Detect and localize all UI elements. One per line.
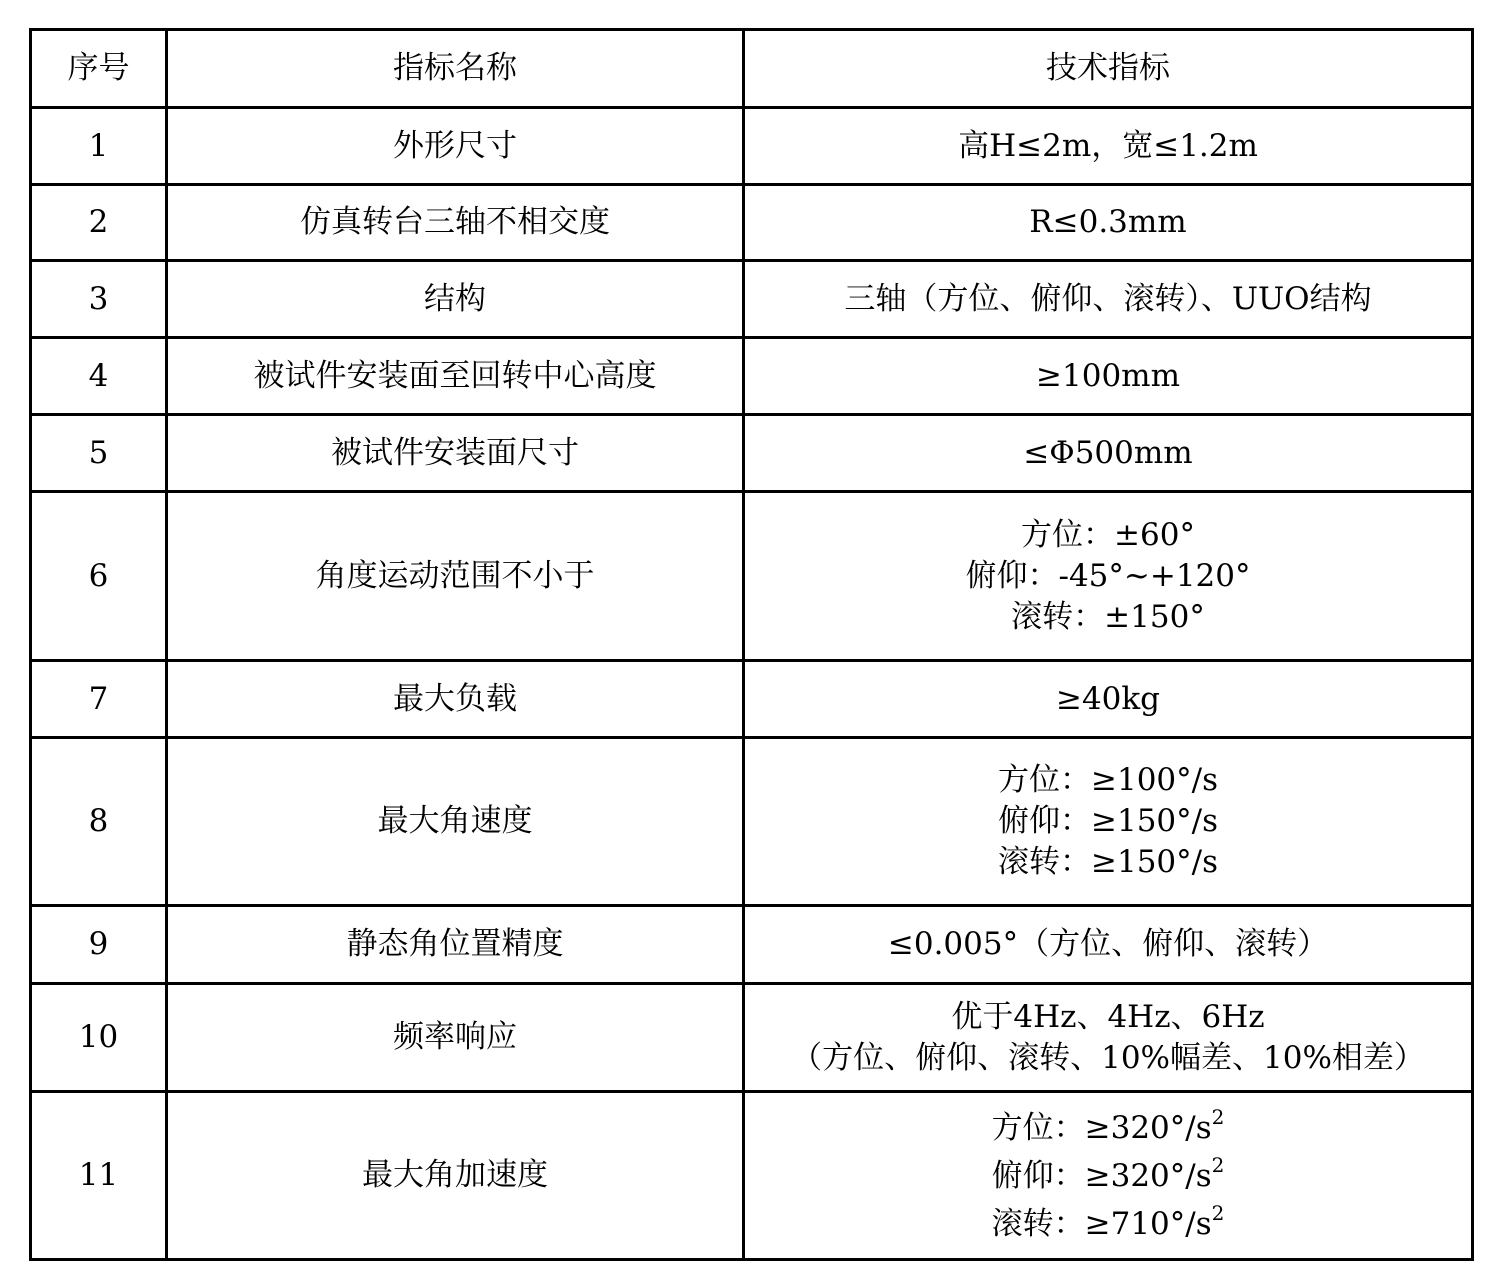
- row-indicator-name: 最大角速度: [167, 738, 744, 906]
- row-indicator-name: 角度运动范围不小于: [167, 492, 744, 661]
- row-spec: [744, 185, 1473, 261]
- row-spec: [744, 906, 1473, 984]
- spec-text: 方位：≥320°/s: [991, 1109, 1212, 1146]
- row-indicator-name: 被试件安装面至回转中心高度: [167, 338, 744, 415]
- row-indicator-name: 结构: [167, 261, 744, 338]
- row-indicator-name: 最大负载: [167, 661, 744, 738]
- spec-line: 滚转：±150°: [1011, 598, 1205, 635]
- spec-table: [29, 28, 1474, 1261]
- spec-text: 俯仰：≥320°/s: [991, 1157, 1212, 1194]
- superscript: 2: [1211, 1104, 1225, 1129]
- spec-line: 俯仰：≥150°/s: [998, 803, 1218, 839]
- spec-line: 高H≤2m，宽≤1.2m: [958, 127, 1258, 164]
- spec-line: ≤0.005°（方位、俯仰、滚转）: [887, 926, 1329, 962]
- table-row: [31, 415, 1473, 492]
- row-serial: 7: [31, 661, 167, 738]
- spec-line: ≥100mm: [1036, 357, 1180, 394]
- header-technical-spec: 技术指标: [744, 30, 1473, 108]
- row-spec: [744, 108, 1473, 185]
- header-indicator-name: 指标名称: [167, 30, 744, 108]
- row-spec: [744, 338, 1473, 415]
- row-indicator-name: 频率响应: [167, 984, 744, 1092]
- spec-line: [751, 1152, 1465, 1200]
- table-row: [31, 108, 1473, 185]
- table-row: [31, 185, 1473, 261]
- table-row: [31, 738, 1473, 906]
- row-spec: [744, 261, 1473, 338]
- spec-line: 俯仰：-45°~+120°: [965, 557, 1251, 594]
- row-serial: 8: [31, 738, 167, 906]
- spec-line: ≥40kg: [1055, 680, 1161, 717]
- spec-line: 方位：≥100°/s: [998, 762, 1218, 798]
- row-spec: [744, 984, 1473, 1092]
- table-row: [31, 261, 1473, 338]
- table-row: [31, 338, 1473, 415]
- row-indicator-name: 被试件安装面尺寸: [167, 415, 744, 492]
- table-row: [31, 661, 1473, 738]
- row-serial: 2: [31, 185, 167, 261]
- spec-line: [751, 1104, 1465, 1152]
- row-serial: 4: [31, 338, 167, 415]
- table-row: [31, 984, 1473, 1092]
- spec-text: 滚转：≥710°/s: [991, 1205, 1212, 1242]
- row-indicator-name: 外形尺寸: [167, 108, 744, 185]
- row-serial: 5: [31, 415, 167, 492]
- row-indicator-name: 仿真转台三轴不相交度: [167, 185, 744, 261]
- spec-line: 优于4Hz、4Hz、6Hz: [951, 998, 1265, 1035]
- row-indicator-name: 静态角位置精度: [167, 906, 744, 984]
- table-row: [31, 1092, 1473, 1260]
- row-spec: [744, 1092, 1473, 1260]
- superscript: 2: [1211, 1152, 1225, 1177]
- row-spec: [744, 492, 1473, 661]
- table-row: [31, 492, 1473, 661]
- spec-line: R≤0.3mm: [1029, 204, 1187, 240]
- spec-line: 滚转：≥150°/s: [998, 844, 1218, 880]
- table-row: [31, 906, 1473, 984]
- spec-line: 三轴（方位、俯仰、滚转）、UUO结构: [844, 280, 1372, 317]
- row-indicator-name: 最大角加速度: [167, 1092, 744, 1260]
- row-serial: 10: [31, 984, 167, 1092]
- row-spec: [744, 661, 1473, 738]
- row-serial: 9: [31, 906, 167, 984]
- spec-line: ≤Φ500mm: [1023, 434, 1193, 471]
- row-serial: 6: [31, 492, 167, 661]
- row-serial: 1: [31, 108, 167, 185]
- row-serial: 11: [31, 1092, 167, 1260]
- spec-line: （方位、俯仰、滚转、10%幅差、10%相差）: [791, 1039, 1425, 1076]
- superscript: 2: [1211, 1200, 1225, 1225]
- spec-line: 方位：±60°: [1021, 516, 1195, 553]
- row-spec: [744, 415, 1473, 492]
- header-serial: 序号: [31, 30, 167, 108]
- spec-line: [751, 1200, 1465, 1248]
- row-serial: 3: [31, 261, 167, 338]
- row-spec: [744, 738, 1473, 906]
- header-row: [31, 30, 1473, 108]
